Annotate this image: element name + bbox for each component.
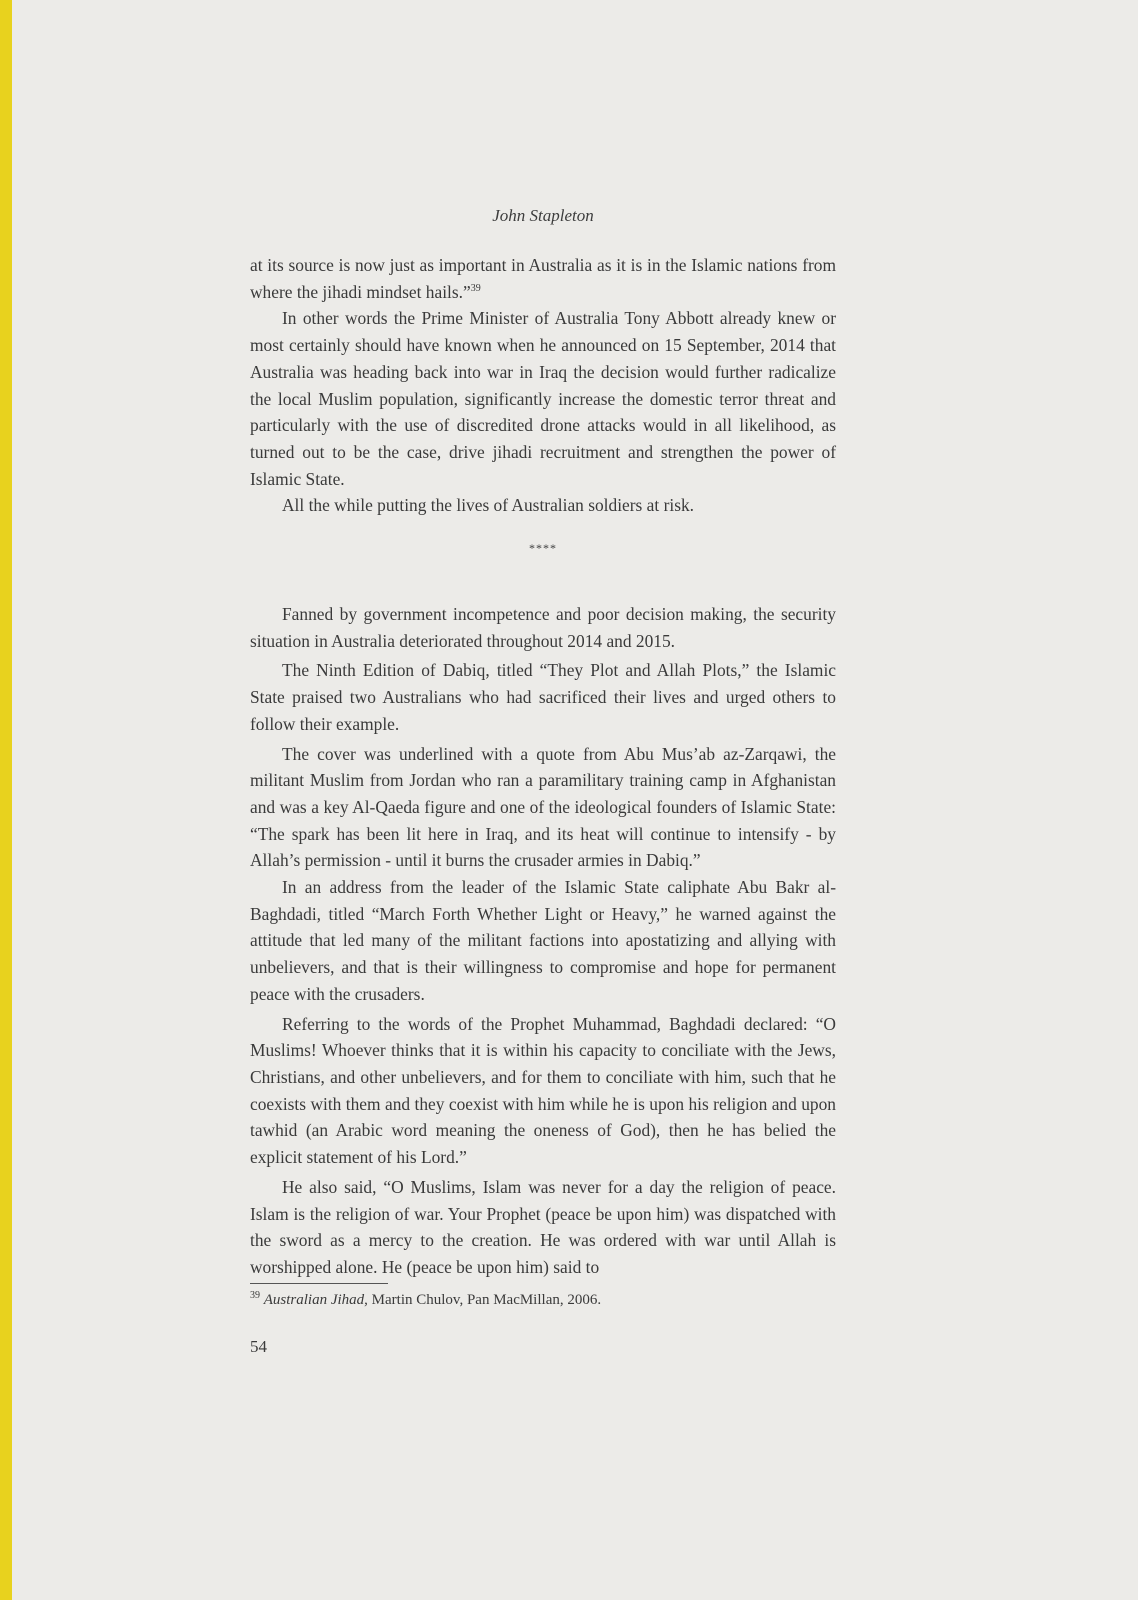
paragraph-7: In an address from the leader of the Islamic State caliphate Abu Bakr al-Baghdadi, titled “March Forth Whether Light or Heavy,” he warned against the attitude that led many of the militant factions into apostatizing and allying with unbelievers, and that is their willingness to compromise and hope for permanent peace with the crusaders.: [250, 877, 836, 1004]
footnote-number: 39: [250, 1290, 260, 1301]
yellow-edge-strip: [0, 0, 12, 1600]
body-text: [250, 252, 836, 1281]
footnote-rule: [250, 1283, 388, 1284]
section-break: ****: [529, 541, 557, 556]
paragraph-3: All the while putting the lives of Australian soldiers at risk.: [282, 495, 694, 516]
paragraph-1: [250, 252, 836, 305]
paragraph-5: The Ninth Edition of Dabiq, titled “They Plot and Allah Plots,” the Islamic State praised two Australians who had sacrificed their lives and urged others to follow their example.: [250, 660, 836, 734]
footnote-title: Australian Jihad: [263, 1292, 365, 1308]
paragraph-8: Referring to the words of the Prophet Muhammad, Baghdadi declared: “O Muslims! Whoever thinks that it is within his capacity to conciliate with the Jews, Christians, and other unbelievers, and for them to conciliate with him, such that he coexists with them and they coexist with him while he is upon his religion and upon tawhid (an Arabic word meaning the oneness of God), then he has belied the explicit statement of his Lord.”: [250, 1013, 836, 1168]
footnote: [250, 1290, 836, 1310]
footnote-details: , Martin Chulov, Pan MacMillan, 2006.: [364, 1292, 602, 1308]
paragraph-4: Fanned by government incompetence and poor decision making, the security situation in Australia deteriorated throughout 2014 and 2015.: [250, 604, 836, 651]
paragraph-2: In other words the Prime Minister of Australia Tony Abbott already knew or most certainly should have known when he announced on 15 September, 2014 that Australia was heading back into war in Iraq the decision would further radicalize the local Muslim population, significantly increase the domestic terror threat and particularly with the use of discredited drone attacks would in all likelihood, as turned out to be the case, drive jihadi recruitment and strengthen the power of Islamic State.: [250, 308, 836, 489]
paragraph-6: The cover was underlined with a quote from Abu Mus’ab az-Zarqawi, the militant Muslim from Jordan who ran a paramilitary training camp in Afghanistan and was a key Al-Qaeda figure and one of the ideological founders of Islamic State: “The spark has been lit here in Iraq, and its heat will continue to intensify - by Allah’s permission - until it burns the crusader armies in Dabiq.”: [250, 743, 836, 871]
paragraph-1-text: at its source is now just as important in Australia as it is in the Islamic nations from where the jihadi mindset hails.”: [250, 255, 836, 302]
running-head: John Stapleton: [492, 206, 594, 225]
paragraph-9: He also said, “O Muslims, Islam was never for a day the religion of peace. Islam is the religion of war. Your Prophet (peace be upon him) was dispatched with the sword as a mercy to the creation. He was ordered with war until Allah is worshipped alone. He (peace be upon him) said to: [250, 1176, 836, 1277]
page-number: 54: [250, 1337, 267, 1356]
footnote-reference: 39: [470, 282, 481, 294]
